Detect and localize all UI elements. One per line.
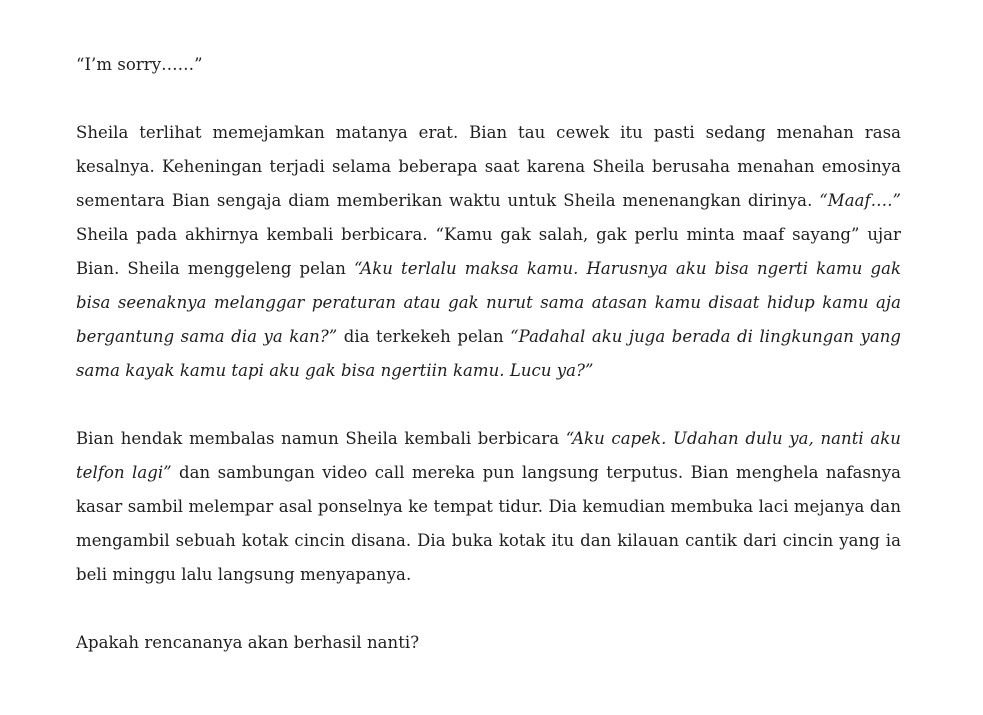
text-segment: Sheila pada akhirnya kembali berbicara. “Kamu gak salah, gak perlu minta maaf sayang” ujar Bian. Sheila menggeleng pelan	[76, 225, 901, 278]
closing-question	[76, 626, 901, 660]
italic-dialogue: “Padahal aku juga berada di lingkungan yang sama kayak kamu tapi aku gak bisa ngertiin kamu. Lucu ya?”	[76, 327, 901, 380]
text-segment: Sheila terlihat memejamkan matanya erat. Bian tau cewek itu pasti sedang menahan rasa kesalnya. Keheningan terjadi selama beberapa saat karena Sheila berusaha menahan emosinya sementara Bian sengaja diam memberikan waktu untuk Sheila menenangkan dirinya.	[76, 123, 901, 210]
italic-dialogue: “Maaf….”	[819, 191, 901, 210]
text-segment: “I’m sorry……”	[76, 55, 203, 74]
narrative-paragraph	[76, 422, 901, 592]
text-segment: dan sambungan video call mereka pun langsung terputus. Bian menghela nafasnya kasar sambil melempar asal ponselnya ke tempat tidur. Dia kemudian membuka laci mejanya dan mengambil sebuah kotak cincin disana. Dia buka kotak itu dan kilauan cantik dari cincin yang ia beli minggu lalu langsung menyapanya.	[76, 463, 901, 584]
text-segment: Apakah rencananya akan berhasil nanti?	[76, 633, 420, 652]
narrative-paragraph	[76, 116, 901, 388]
dialogue-paragraph	[76, 48, 901, 82]
text-segment: dia terkekeh pelan	[337, 327, 511, 346]
story-text	[76, 48, 901, 660]
italic-dialogue: “Aku terlalu maksa kamu. Harusnya aku bisa ngerti kamu gak bisa seenaknya melanggar peraturan atau gak nurut sama atasan kamu disaat hidup kamu aja bergantung sama dia ya kan?”	[76, 259, 901, 346]
text-segment: Bian hendak membalas namun Sheila kembali berbicara	[76, 429, 566, 448]
italic-dialogue: “Aku capek. Udahan dulu ya, nanti aku telfon lagi”	[76, 429, 901, 482]
